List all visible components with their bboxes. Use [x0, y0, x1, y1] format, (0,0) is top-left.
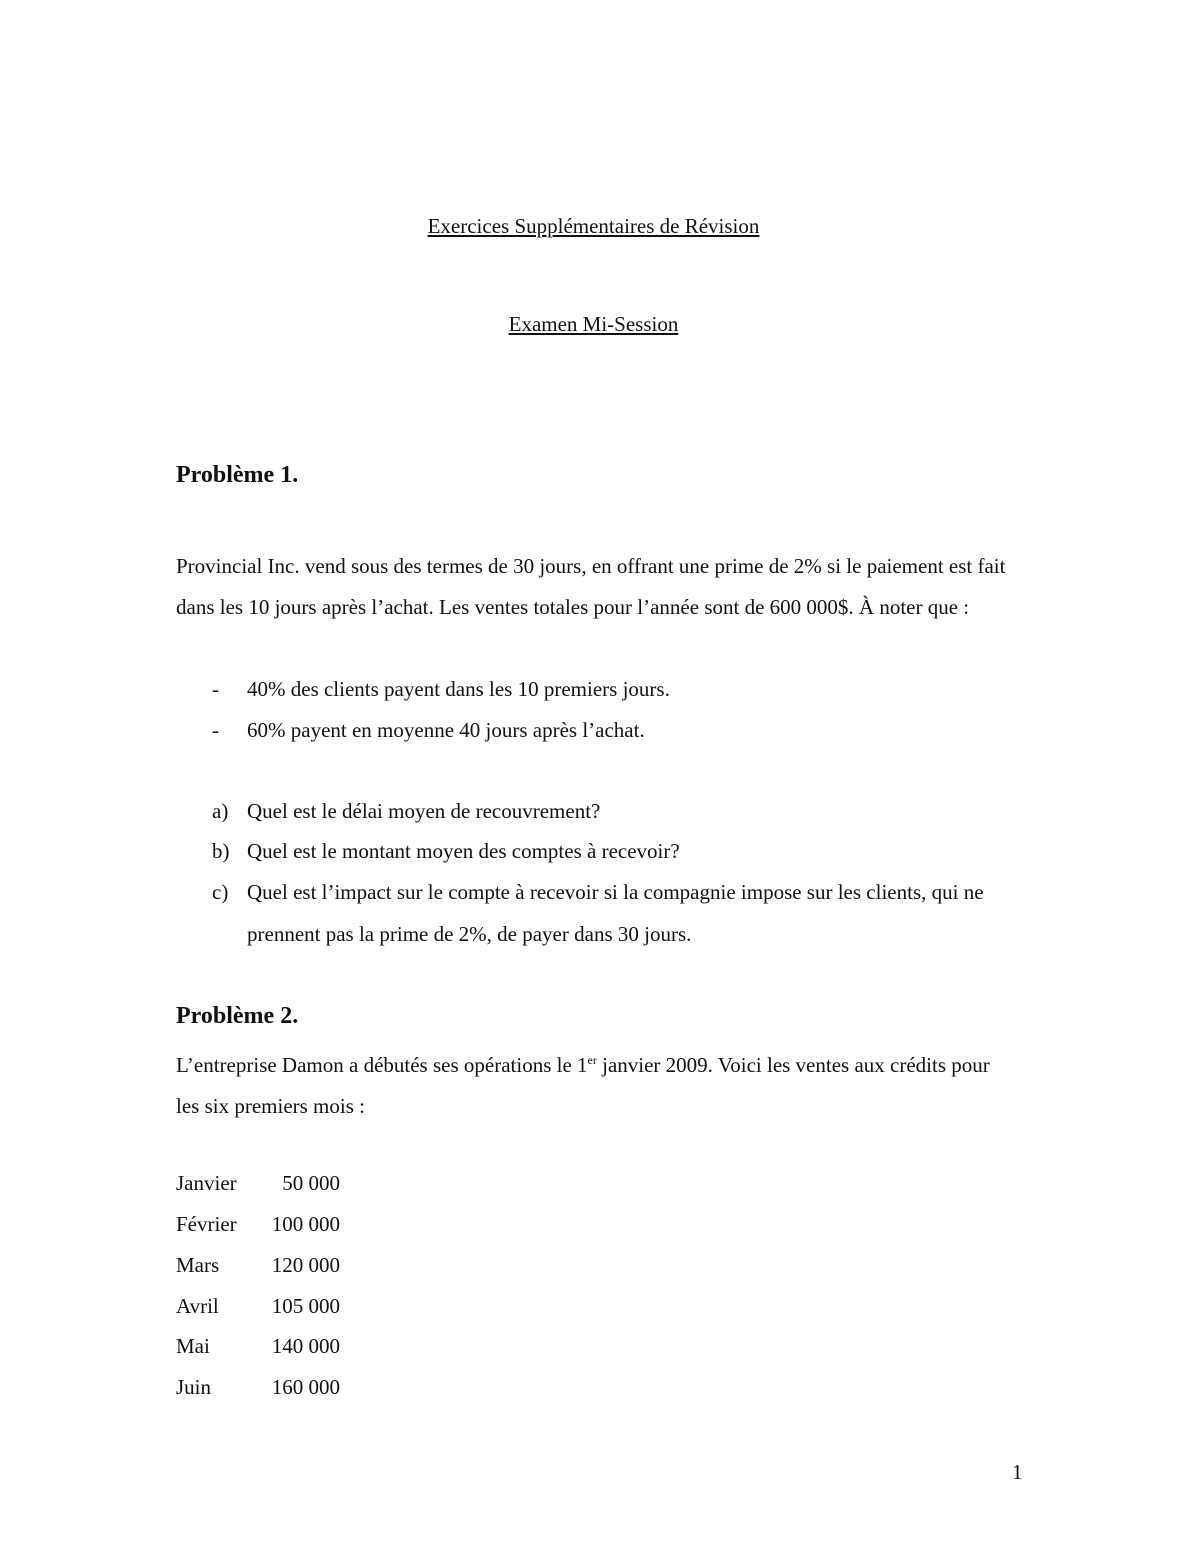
sales-amount: 120 000 [271, 1253, 340, 1277]
sales-month: Avril [176, 1294, 219, 1318]
ordinal-suffix: er [587, 1053, 597, 1067]
question-a [212, 790, 1032, 832]
problem-1-heading: Problème 1. [176, 462, 299, 488]
question-text: Quel est le délai moyen de recouvrement? [247, 799, 601, 823]
problem-2-intro-part2: janvier 2009. Voici les ventes aux crédits pour les six premiers mois : [176, 1053, 990, 1118]
problem-2-intro [176, 1040, 1006, 1127]
sales-month: Mai [176, 1334, 210, 1358]
page-number: 1 [1012, 1460, 1023, 1484]
sales-month: Février [176, 1212, 237, 1236]
bullet-text: 60% payent en moyenne 40 jours après l’achat. [247, 718, 645, 742]
sales-amount: 50 000 [282, 1171, 340, 1195]
question-text: Quel est le montant moyen des comptes à recevoir? [247, 839, 680, 863]
problem-2-intro-part1: L’entreprise Damon a débutés ses opérations le 1 [176, 1053, 588, 1077]
sales-month: Janvier [176, 1171, 237, 1195]
question-marker: c) [212, 880, 229, 904]
sales-month: Mars [176, 1253, 220, 1277]
bullet-marker: - [212, 718, 219, 742]
problem-2-heading: Problème 2. [176, 1003, 299, 1029]
sales-amount: 140 000 [271, 1334, 340, 1358]
question-c [212, 871, 1032, 955]
question-marker: b) [212, 839, 230, 863]
document-title: Exercices Supplémentaires de Révision [427, 214, 760, 238]
bullet-text: 40% des clients payent dans les 10 premiers jours. [247, 677, 670, 701]
document-subtitle: Examen Mi-Session [508, 312, 679, 336]
bullet-marker: - [212, 677, 219, 701]
question-text: Quel est l’impact sur le compte à recevoir si la compagnie impose sur les clients, qui ne prennent pas la prime de 2%, de payer dans 30 jours. [247, 880, 984, 946]
question-marker: a) [212, 799, 229, 823]
sales-amount: 160 000 [271, 1375, 340, 1399]
sales-amount: 100 000 [271, 1212, 340, 1236]
sales-month: Juin [176, 1375, 212, 1399]
sales-amount: 105 000 [271, 1294, 340, 1318]
question-b [212, 830, 1032, 872]
problem-1-intro: Provincial Inc. vend sous des termes de 30 jours, en offrant une prime de 2% si le paiement est fait dans les 10 jours après l’achat. Les ventes totales pour l’année sont de 600 000$. À noter que : [176, 554, 1006, 619]
